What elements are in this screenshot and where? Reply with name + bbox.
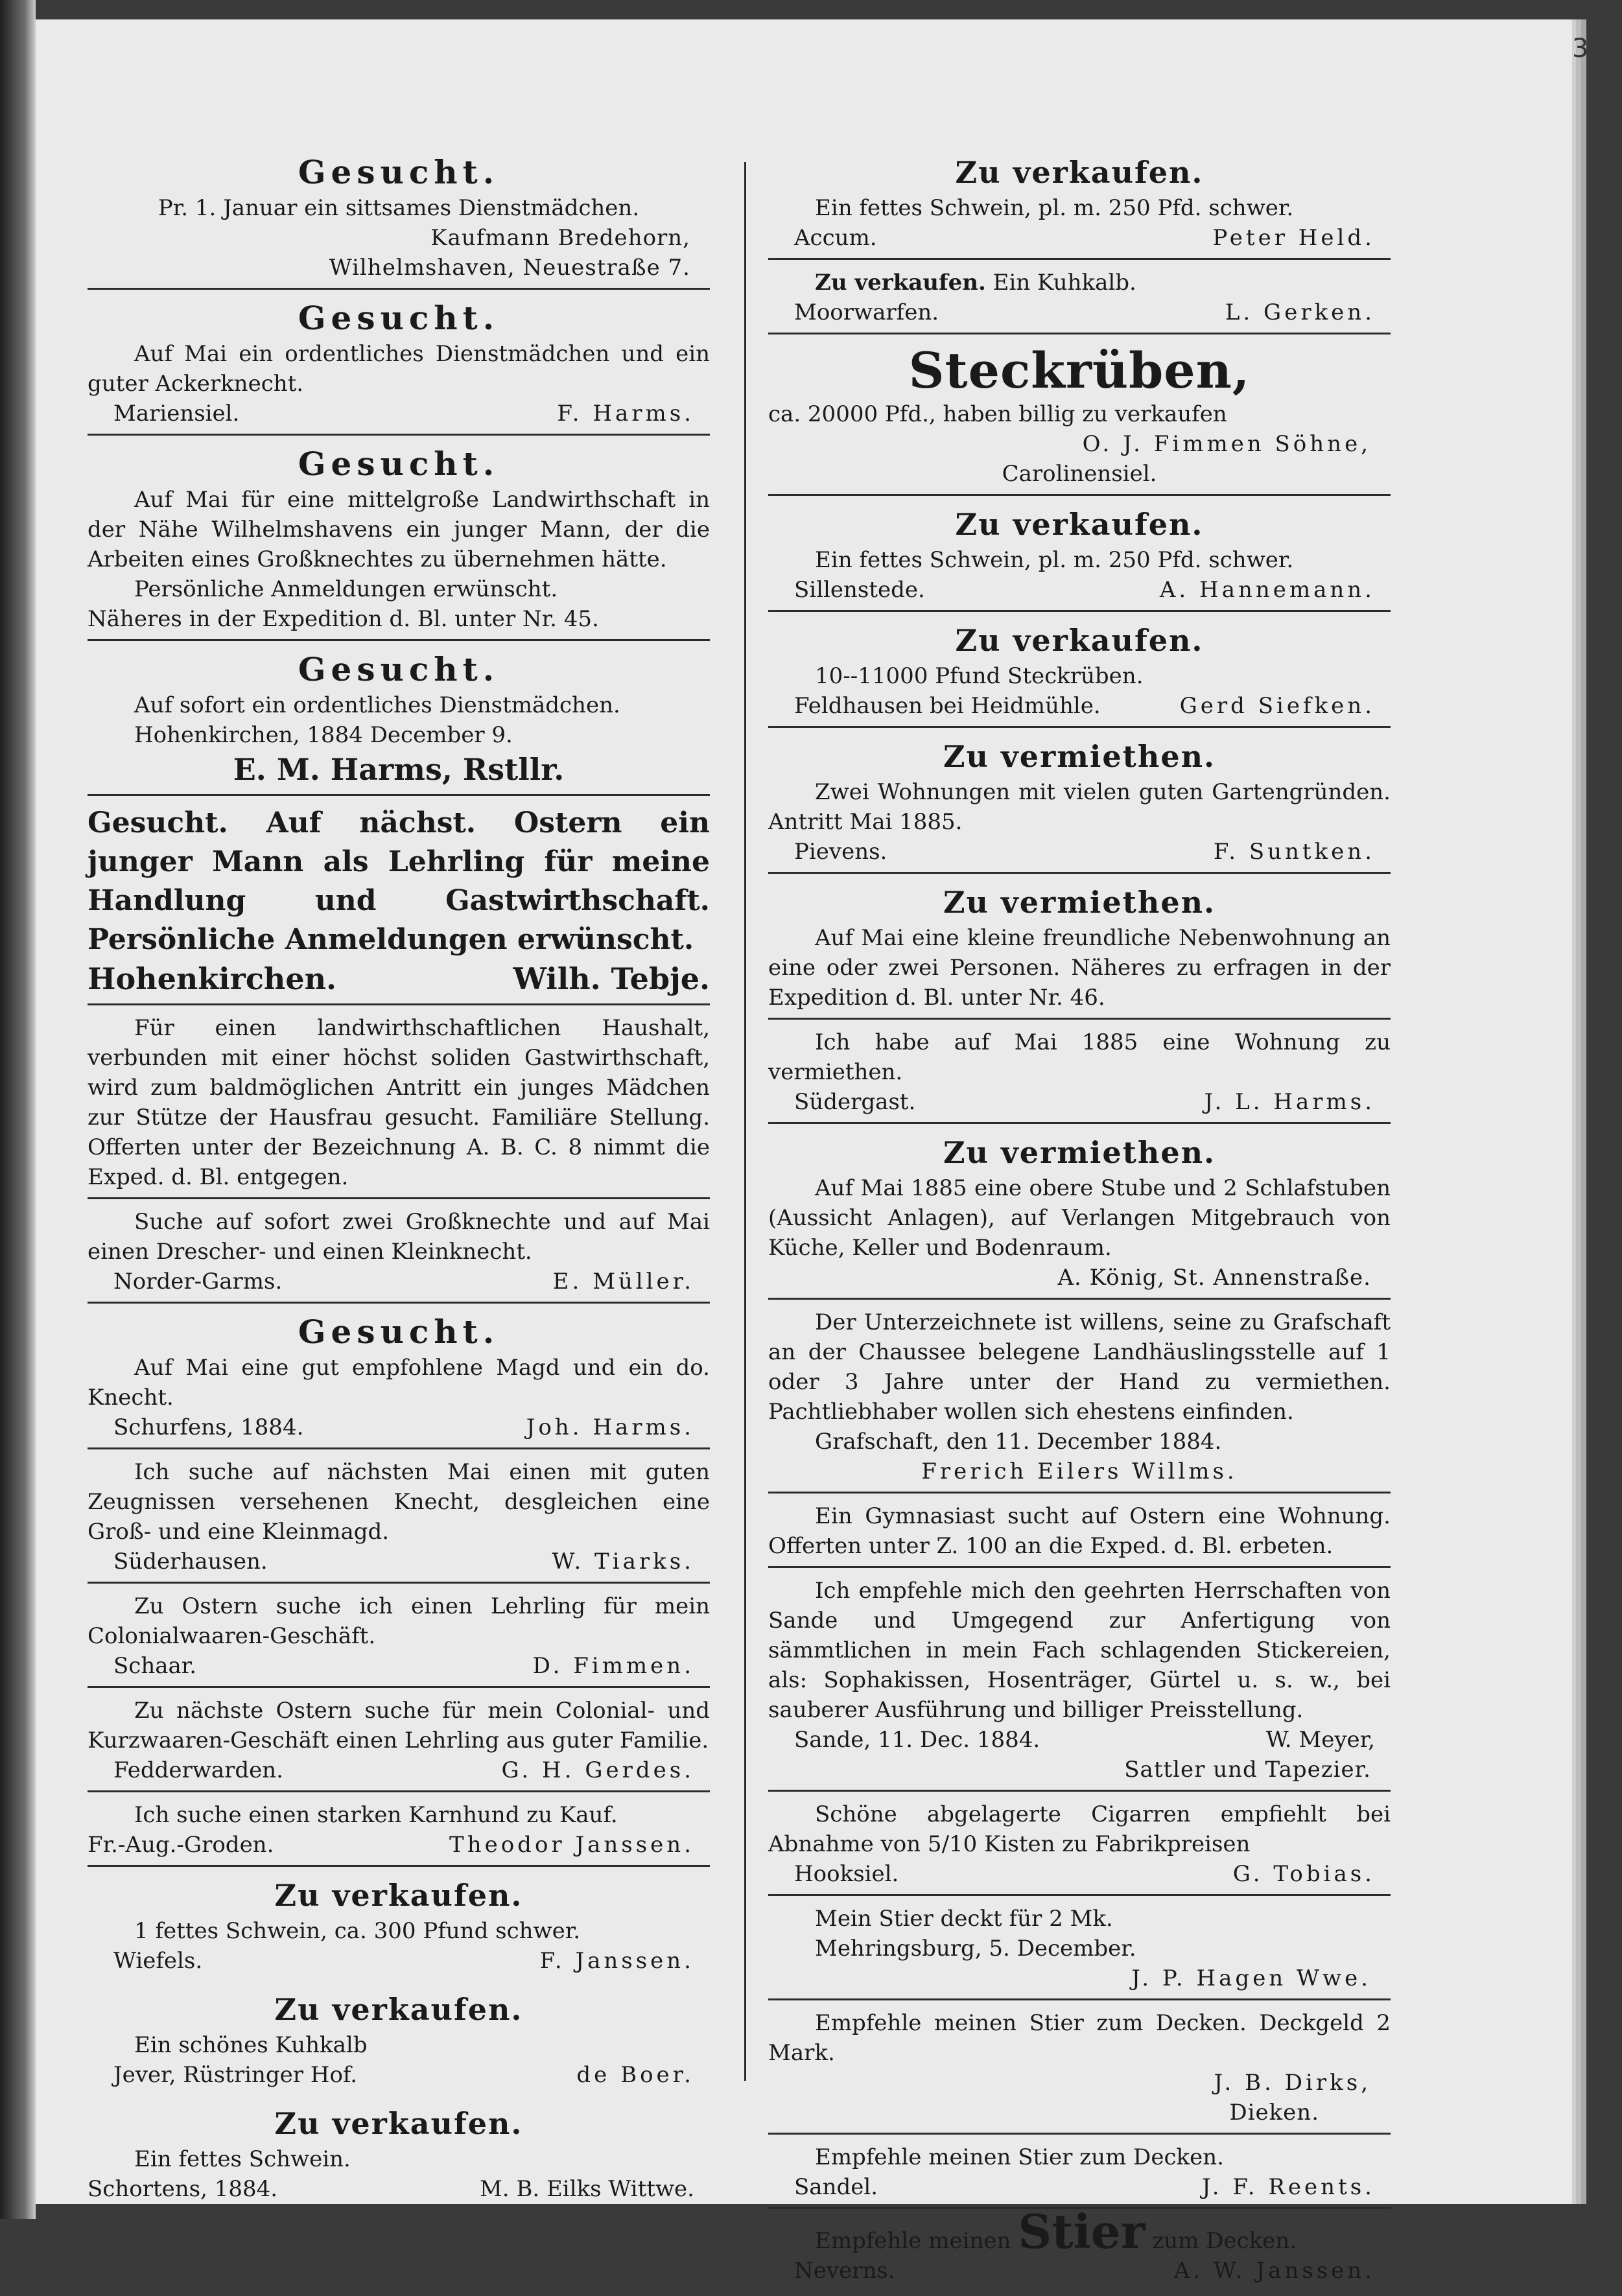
ad-text: Ein schönes Kuhkalb (134, 2032, 368, 2058)
ad-rent-suedergast (768, 1025, 1391, 1124)
ad-text: Auf Mai für eine mittelgroße Landwirthschaft in der Nähe Wilhelmshavens ein junger Mann, der die Arbeiten eines Großknechtes zu übernehmen hätte. (88, 487, 710, 572)
ad-heading: Zu vermiethen. (943, 739, 1216, 774)
ad-place: Schaar. (113, 1653, 197, 1679)
ad-text: Ich suche auf nächsten Mai einen mit guten Zeugnissen versehenen Knecht, desgleichen eine Groß- und eine Kleinmagd. (88, 1459, 710, 1545)
ad-text: ca. 20000 Pfd., haben billig zu verkaufen (768, 401, 1227, 427)
ad-cigars (768, 1797, 1391, 1896)
ad-student-room (768, 1499, 1391, 1568)
ad-sale-turnips (768, 617, 1391, 728)
ad-signature: A. König, St. Annenstraße. (1057, 1265, 1371, 1291)
ad-text: zum Decken. (1152, 2228, 1297, 2254)
ad-signature: G. H. Gerdes. (501, 1757, 694, 1783)
ad-place: Südergast. (794, 1089, 916, 1115)
ad-heading: Gesucht. (298, 650, 500, 688)
ad-household-girl (88, 1011, 710, 1199)
ad-wanted-apprentice (88, 801, 710, 1005)
ad-text: Empfehle meinen Stier zum Decken. Deckgeld 2 Mark. (768, 2010, 1391, 2066)
ad-stier-janssen (768, 2204, 1391, 2291)
ad-place: Dieken. (1229, 2100, 1319, 2126)
ad-signature: W. Tiarks. (552, 1549, 694, 1575)
left-column (88, 149, 710, 2214)
ad-address: Wilhelmshaven, Neuestraße 7. (329, 255, 690, 281)
ad-signature: M. B. Eilks Wittwe. (479, 2176, 694, 2202)
ad-sale-pig-accum (768, 149, 1391, 260)
ad-signature: J. L. Harms. (1204, 1089, 1375, 1115)
ad-place: Norder-Garms. (113, 1269, 283, 1294)
ad-signature: Kaufmann Bredehorn, (430, 225, 690, 251)
ad-heading: Zu verkaufen. (955, 507, 1204, 542)
ad-place: Mehringsburg, 5. December. (815, 1936, 1136, 1962)
ad-signature: A. W. Janssen. (1173, 2258, 1375, 2284)
ad-place: Moorwarfen. (794, 299, 939, 325)
ad-text: Pr. 1. Januar ein sittsames Dienstmädchen. (158, 195, 640, 221)
ad-place: Neverns. (794, 2258, 895, 2284)
ad-heading: Zu vermiethen. (943, 885, 1216, 920)
ad-text: Auf Mai eine kleine freundliche Nebenwohnung an eine oder zwei Personen. Näheres zu erfragen in der Expedition d. Bl. unter Nr. 46. (768, 925, 1391, 1011)
ad-place: Accum. (794, 225, 877, 251)
ad-heading: Gesucht. (298, 1313, 500, 1351)
ad-signature: J. P. Hagen Wwe. (1131, 1965, 1371, 1991)
ad-text: Empfehle meinen (815, 2228, 1011, 2254)
ad-text: Auf Mai eine gut empfohlene Magd und ein do. Knecht. (88, 1355, 710, 1411)
ad-heading: Zu verkaufen. (274, 2106, 523, 2141)
ad-signature: A. Hannemann. (1159, 577, 1375, 603)
ad-text: Ich suche einen starken Karnhund zu Kauf. (134, 1802, 618, 1828)
ad-place: Schurfens, 1884. (113, 1414, 304, 1440)
book-spine (0, 0, 36, 2219)
ad-signature: J. B. Dirks, (1214, 2070, 1371, 2096)
ad-knecht-magd (88, 1455, 710, 1584)
ad-signature: E. Müller. (552, 1269, 694, 1294)
ad-text: Schöne abgelagerte Cigarren empfiehlt bei Abnahme von 5/10 Kisten zu Fabrikpreisen (768, 1801, 1391, 1857)
ad-text: Ein fettes Schwein. (134, 2146, 351, 2172)
ad-farmhands (88, 1204, 710, 1304)
ad-text: Ich habe auf Mai 1885 eine Wohnung zu vermiethen. (768, 1029, 1391, 1085)
ad-heading: Zu verkaufen. (955, 155, 1204, 190)
ad-signature: Wilh. Tebje. (513, 961, 710, 996)
ad-text: 1 fettes Schwein, ca. 300 Pfund schwer. (134, 1918, 581, 1944)
ad-signature-title: Sattler und Tapezier. (1124, 1757, 1371, 1783)
ad-text: Zwei Wohnungen mit vielen guten Gartengründen. Antritt Mai 1885. (768, 779, 1391, 835)
ad-place: Hooksiel. (794, 1861, 899, 1887)
ad-place: Sandel. (794, 2174, 878, 2200)
ad-place: Fedderwarden. (113, 1757, 283, 1783)
ad-wanted-maid-2 (88, 646, 710, 796)
ad-sale-pig (88, 1872, 710, 1981)
ad-text: Ich empfehle mich den geehrten Herrschaften von Sande und Umgegend zur Anfertigung von sämmtlichen in mein Fach schlagenden Stickereien, als: Sophakissen, Hosenträger, Gürtel u. s. w., bei sauberer Ausführung und billiger Preisstellung. (768, 1578, 1391, 1723)
right-column (768, 149, 1391, 2296)
ad-text: Suche auf sofort zwei Großknechte und auf Mai einen Drescher- und einen Kleinknecht. (88, 1209, 710, 1265)
ad-place: Fr.-Aug.-Groden. (88, 1832, 274, 1858)
ad-place: Jever, Rüstringer Hof. (113, 2062, 358, 2088)
ad-signature: F. Suntken. (1213, 839, 1375, 865)
ad-signature: D. Fimmen. (532, 1653, 694, 1679)
ad-place: Wiefels. (113, 1948, 203, 1974)
ad-heading: Zu verkaufen. (955, 623, 1204, 658)
ad-signature: Gerd Siefken. (1179, 693, 1375, 719)
ad-text: Ein fettes Schwein, pl. m. 250 Pfd. schwer. (815, 195, 1294, 221)
ad-wanted-maid-3 (88, 1309, 710, 1449)
ad-text: Ein Kuhkalb. (993, 270, 1136, 296)
ad-signature: L. Gerken. (1225, 299, 1375, 325)
ad-place: Mariensiel. (113, 401, 240, 427)
ad-heading: Zu verkaufen. (274, 1992, 523, 2027)
ad-place: Schortens, 1884. (88, 2176, 278, 2202)
ad-place: Pievens. (794, 839, 887, 865)
ad-text: Ein fettes Schwein, pl. m. 250 Pfd. schwer. (815, 547, 1294, 573)
ad-stier-hagen (768, 1901, 1391, 2000)
ad-heading: Steckrüben, (908, 342, 1251, 399)
page-number: 3 (1572, 34, 1589, 64)
ad-text: Auf Mai 1885 eine obere Stube und 2 Schlafstuben (Aussicht Anlagen), auf Verlangen Mitgebrauch von Küche, Keller und Bodenraum. (768, 1175, 1391, 1261)
ad-lead: Zu verkaufen. (815, 270, 986, 296)
ad-text: Der Unterzeichnete ist willens, seine zu Grafschaft an der Chaussee belegene Landhäuslingsstelle auf 1 oder 3 Jahre unter der Hand zu vermiethen. Pachtliebhaber wollen sich ehestens einfinden. (768, 1309, 1391, 1425)
ad-signature: W. Meyer, (1265, 1727, 1375, 1753)
ad-signature: Frerich Eilers Willms. (921, 1458, 1238, 1484)
ad-rent-rooms (768, 1129, 1391, 1300)
ad-signature: J. F. Reents. (1201, 2174, 1375, 2200)
ad-steckrueben (768, 340, 1391, 496)
ad-embroidery (768, 1573, 1391, 1792)
ad-signature: F. Janssen. (539, 1948, 694, 1974)
ad-signature: G. Tobias. (1232, 1861, 1375, 1887)
ad-sale-pig-2 (88, 2100, 710, 2209)
ad-apprentice-kurzwaaren (88, 1693, 710, 1792)
ad-signature: O. J. Fimmen Söhne, (1082, 431, 1371, 457)
ad-highlight: Stier (1018, 2204, 1146, 2259)
ad-apprentice-colonial (88, 1589, 710, 1688)
ad-sale-calf-moorwarfen (768, 265, 1391, 334)
column-divider (744, 162, 746, 2081)
ad-text: Zu Ostern suche ich einen Lehrling für mein Colonialwaaren-Geschäft. (88, 1593, 710, 1649)
ad-signature: F. Harms. (557, 401, 694, 427)
ad-date: Grafschaft, den 11. December 1884. (815, 1429, 1222, 1455)
ad-heading: Zu verkaufen. (274, 1878, 523, 1913)
ad-heading: Gesucht. (298, 299, 500, 337)
ad-place: Hohenkirchen. (88, 961, 337, 996)
ad-heading: Gesucht. (298, 153, 500, 191)
ad-karnhund (88, 1798, 710, 1867)
ad-text: 10--11000 Pfund Steckrüben. (815, 663, 1144, 689)
ad-wanted-maid-knecht (88, 295, 710, 436)
ad-wanted-maid (88, 149, 710, 290)
ad-text: Auf Mai ein ordentliches Dienstmädchen und ein guter Ackerknecht. (88, 341, 710, 397)
ad-heading: Zu vermiethen. (943, 1135, 1216, 1170)
ad-place: Sande, 11. Dec. 1884. (794, 1727, 1040, 1753)
ad-place: Feldhausen bei Heidmühle. (794, 693, 1101, 719)
ad-text: Mein Stier deckt für 2 Mk. (815, 1906, 1113, 1932)
ad-lease-cottage (768, 1305, 1391, 1494)
ad-rent-apartments (768, 733, 1391, 874)
ad-place: Süderhausen. (113, 1549, 268, 1575)
ad-signature: E. M. Harms, Rstllr. (233, 752, 565, 787)
ad-text: Auf sofort ein ordentliches Dienstmädchen. (134, 692, 620, 718)
ad-signature: Theodor Janssen. (449, 1832, 694, 1858)
ad-date: Hohenkirchen, 1884 December 9. (134, 722, 513, 748)
ad-signature: Joh. Harms. (526, 1414, 694, 1440)
ad-wanted-farmhand (88, 441, 710, 641)
ad-signature: de Boer. (576, 2062, 694, 2088)
ad-text: Empfehle meinen Stier zum Decken. (815, 2144, 1224, 2170)
ad-signature: Peter Held. (1212, 225, 1375, 251)
ad-sale-pig-sillenstede (768, 501, 1391, 612)
ad-text: Näheres in der Expedition d. Bl. unter Nr. 45. (88, 606, 599, 632)
ad-text: Persönliche Anmeldungen erwünscht. (134, 576, 558, 602)
ad-rent-side-flat (768, 879, 1391, 1020)
ad-text: Zu nächste Ostern suche für mein Colonial- und Kurzwaaren-Geschäft einen Lehrling aus guter Familie. (88, 1698, 710, 1753)
ad-stier-dirks (768, 2006, 1391, 2135)
ad-text: Ein Gymnasiast sucht auf Ostern eine Wohnung. Offerten unter Z. 100 an die Exped. d. Bl. erbeten. (768, 1503, 1391, 1559)
ad-place: Sillenstede. (794, 577, 925, 603)
ad-text: Für einen landwirthschaftlichen Haushalt, verbunden mit einer höchst soliden Gastwirthschaft, wird zum baldmöglichen Antritt ein junges Mädchen zur Stütze der Hausfrau gesucht. Familiäre Stellung. Offerten unter der Bezeichnung A. B. C. 8 nimmt die Exped. d. Bl. entgegen. (88, 1015, 710, 1190)
ad-stier-reents (768, 2140, 1391, 2209)
ad-sale-calf (88, 1986, 710, 2095)
ad-text: Gesucht. Auf nächst. Ostern ein junger Mann als Lehrling für meine Handlung und Gastwirthschaft. Persönliche Anmeldungen erwünscht. (88, 806, 710, 956)
ad-heading: Gesucht. (298, 445, 500, 483)
ad-place: Carolinensiel. (1002, 461, 1157, 487)
